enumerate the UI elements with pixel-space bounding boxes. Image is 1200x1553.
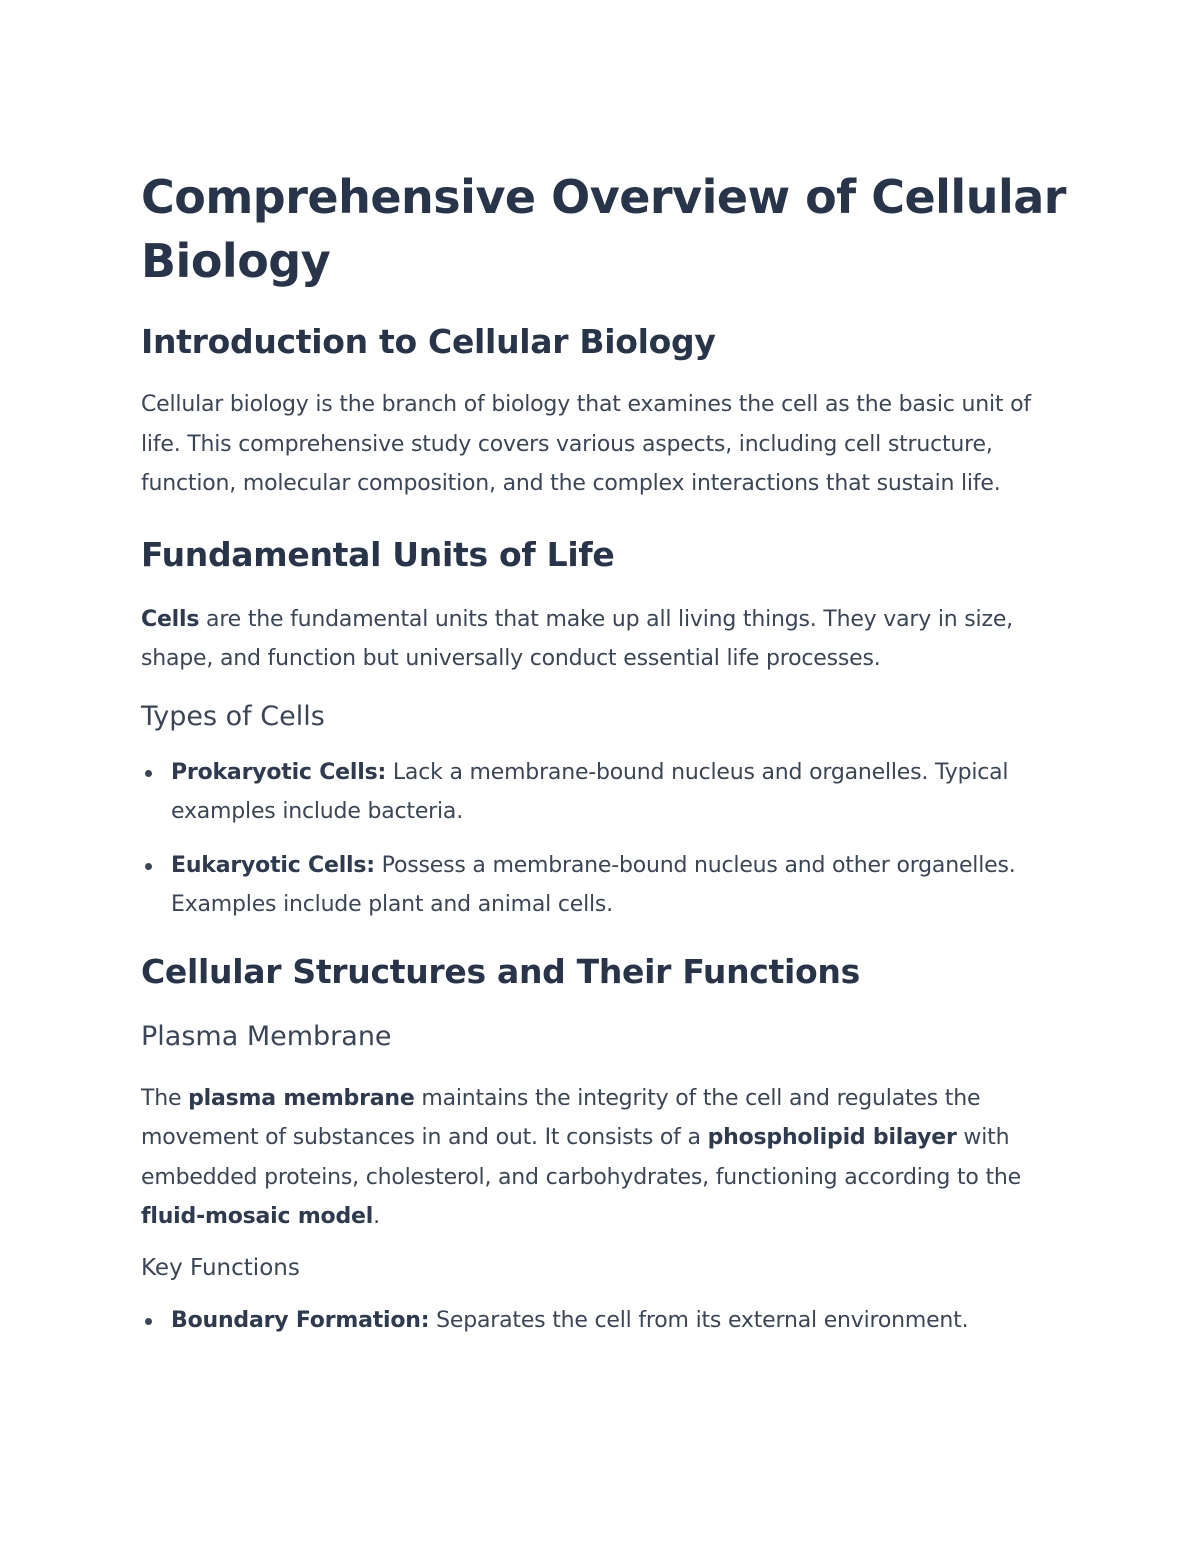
intro-paragraph: Cellular biology is the branch of biology that examines the cell as the basic unit of life. This comprehensive study covers various aspects, including cell structure, function, molecular composition, and the complex interactions that sustain life. [141, 392, 1031, 496]
page-title: Comprehensive Overview of Cellular Biology [141, 170, 1066, 288]
list-item-text: Lack a membrane-bound nucleus and organelles. Typical examples include bacteria. [171, 759, 1009, 824]
bold-term-fluid-mosaic-model: fluid-mosaic model [141, 1204, 374, 1229]
list-item [141, 1301, 1071, 1341]
document-page [141, 165, 1071, 1340]
paragraph-text: The [141, 1085, 189, 1111]
paragraph-text: with embedded proteins, cholesterol, and carbohydrates, functioning according to the [141, 1125, 1021, 1190]
bullet-icon [145, 1318, 152, 1325]
plasma-membrane-paragraph [141, 1079, 1071, 1237]
bold-term-phospholipid-bilayer: phospholipid bilayer [707, 1125, 957, 1150]
subheading-types-of-cells: Types of Cells [141, 700, 325, 732]
list-item [141, 753, 1071, 832]
list-item-term: Prokaryotic Cells: [171, 759, 387, 785]
paragraph-text: . [373, 1204, 380, 1229]
section-heading-cellular-structures: Cellular Structures and Their Functions [141, 951, 860, 991]
cell-types-list [141, 753, 1071, 925]
list-item-term: Eukaryotic Cells: [171, 852, 375, 878]
bullet-icon [145, 863, 152, 870]
key-functions-list [141, 1301, 1071, 1341]
list-item-text: Possess a membrane-bound nucleus and other organelles. Examples include plant and animal cells. [171, 852, 1016, 917]
section-heading-fundamental-units: Fundamental Units of Life [141, 534, 615, 574]
list-item [141, 846, 1071, 925]
bold-term-plasma-membrane: plasma membrane [188, 1085, 415, 1111]
list-item-text: Separates the cell from its external environment. [429, 1307, 969, 1333]
paragraph-text: maintains the integrity of the cell and regulates the movement of substances in and out. It consists of a [141, 1085, 981, 1150]
bold-term-cells: Cells [141, 606, 200, 632]
bullet-icon [145, 770, 152, 777]
section-heading-introduction: Introduction to Cellular Biology [141, 322, 716, 361]
fundamental-paragraph-text: are the fundamental units that make up all living things. They vary in size, shape, and function but universally conduct essential life processes. [141, 606, 1013, 671]
fundamental-paragraph [141, 600, 1071, 679]
subheading-key-functions: Key Functions [141, 1254, 300, 1281]
subheading-plasma-membrane: Plasma Membrane [141, 1020, 392, 1052]
list-item-term: Boundary Formation: [171, 1307, 430, 1333]
